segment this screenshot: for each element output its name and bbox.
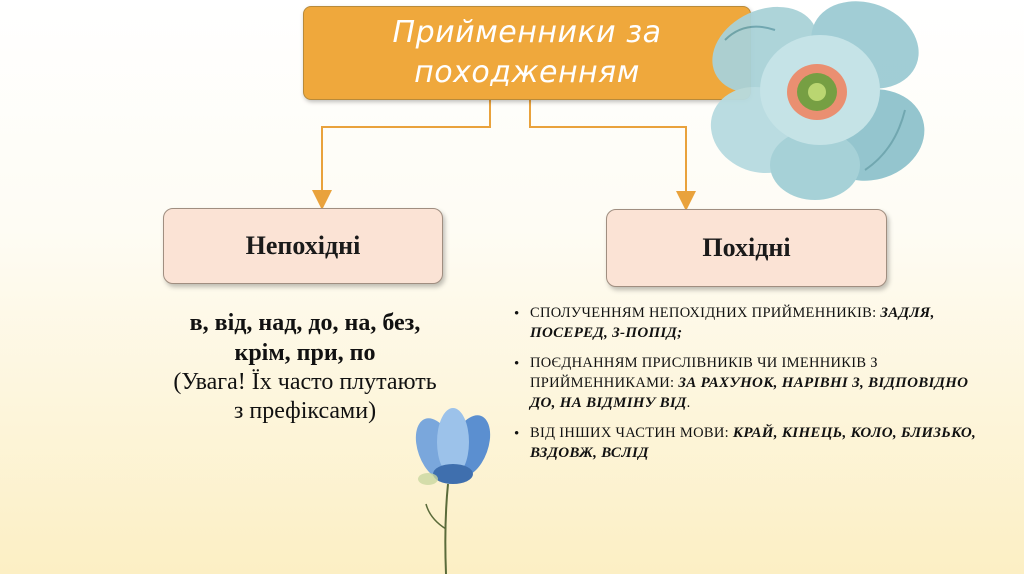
bullet-tail: ; — [677, 325, 683, 341]
bullet-marker: • — [514, 306, 520, 322]
bullet-tail: . — [686, 395, 691, 411]
bullet-item — [508, 423, 978, 463]
derived-bullet-list — [508, 303, 978, 473]
bullet-examples: КРАЙ, КІНЕЦЬ, КОЛО, БЛИЗЬКО, ВЗДОВЖ, ВСЛІД — [530, 425, 977, 461]
category-label-non-derived: Непохідні — [245, 231, 361, 260]
title-box — [303, 6, 751, 100]
bullet-examples: ЗАДЛЯ, ПОСЕРЕД, З-ПОПІД — [530, 305, 935, 341]
title-line-1: Прийменники за — [392, 15, 662, 50]
note-line-2: з префіксами) — [233, 398, 377, 424]
examples-line-2: крім, при, по — [234, 340, 376, 366]
bullet-text: СПОЛУЧЕННЯМ НЕПОХІДНИХ ПРИЙМЕННИКІВ: — [530, 305, 881, 321]
title-line-2: походженням — [414, 55, 640, 90]
non-derived-examples — [120, 308, 490, 426]
connector-right — [530, 98, 686, 201]
examples-line-1: в, від, над, до, на, без, — [189, 310, 421, 336]
bullet-text: ВІД ІНШИХ ЧАСТИН МОВИ: — [530, 425, 733, 441]
bullet-text: ПОЄДНАННЯМ ПРИСЛІВНИКІВ ЧИ ІМЕННИКІВ З ПРИЙМЕННИКАМИ: — [530, 355, 878, 391]
connector-left — [322, 98, 490, 200]
teal-flower-icon — [705, 0, 930, 205]
bullet-marker: • — [514, 356, 520, 372]
bullet-examples: ЗА РАХУНОК, НАРІВНІ З, ВІДПОВІДНО ДО, НА ВІДМІНУ ВІД — [530, 375, 969, 411]
bullet-item — [508, 303, 978, 343]
category-box-non-derived — [163, 208, 443, 284]
category-label-derived: Похідні — [702, 233, 791, 262]
bullet-marker: • — [514, 426, 520, 442]
note-line-1: (Увага! Їх часто плутають — [173, 369, 437, 395]
blue-flower-icon — [408, 404, 503, 574]
category-box-derived — [606, 209, 887, 287]
bullet-item — [508, 353, 978, 413]
